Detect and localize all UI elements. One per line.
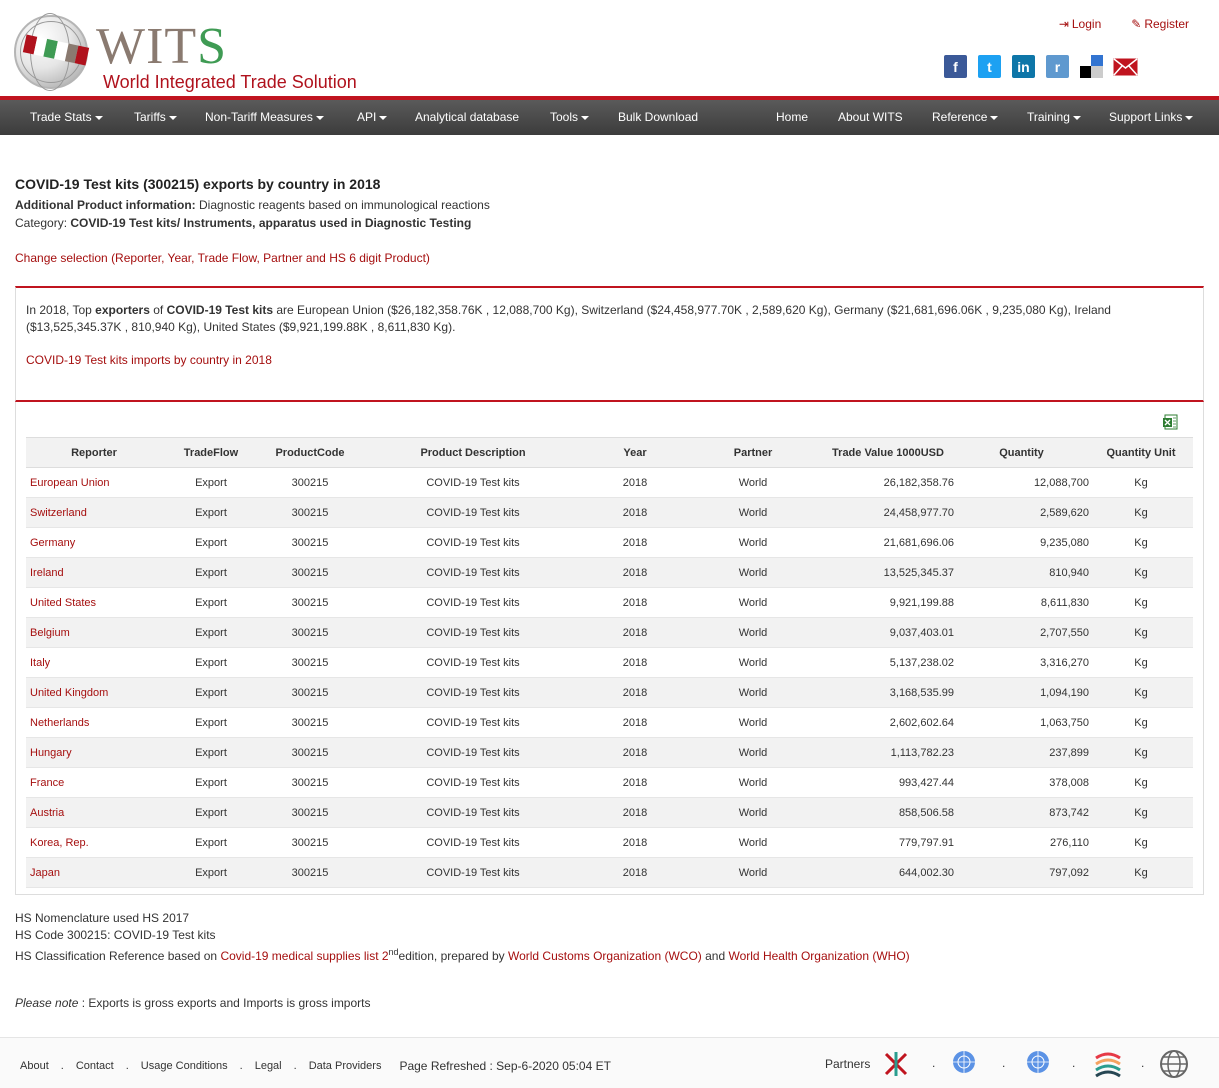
wits-wordmark[interactable]: WITS	[96, 18, 228, 75]
trade-value-cell: 858,506.58	[822, 798, 954, 828]
product-description-cell: COVID-19 Test kits	[360, 738, 586, 768]
product-description-cell: COVID-19 Test kits	[360, 588, 586, 618]
nav-tools[interactable]: Tools	[550, 100, 589, 135]
quantity-unit-cell: Kg	[1089, 708, 1193, 738]
quantity-cell: 3,316,270	[954, 648, 1089, 678]
table-row	[26, 768, 1193, 798]
product-description-cell: COVID-19 Test kits	[360, 798, 586, 828]
year-cell: 2018	[586, 678, 684, 708]
table-row	[26, 828, 1193, 858]
year-cell: 2018	[586, 588, 684, 618]
nav-api[interactable]: API	[357, 100, 387, 135]
caret-down-icon	[95, 116, 103, 120]
reporter-cell[interactable]	[26, 588, 162, 618]
trade-value-cell: 26,182,358.76	[822, 468, 954, 498]
tradeflow-cell: Export	[162, 708, 260, 738]
nav-non-tariff-measures[interactable]: Non-Tariff Measures	[205, 100, 324, 135]
col-reporter[interactable]: Reporter	[26, 438, 162, 468]
productcode-cell: 300215	[260, 708, 360, 738]
tradeflow-cell: Export	[162, 678, 260, 708]
quantity-unit-cell: Kg	[1089, 468, 1193, 498]
login-icon: ⇥	[1058, 17, 1069, 31]
caret-down-icon	[990, 116, 998, 120]
table-row	[26, 678, 1193, 708]
caret-down-icon	[169, 116, 177, 120]
reporter-cell[interactable]	[26, 768, 162, 798]
partner-cell: World	[684, 738, 822, 768]
year-cell: 2018	[586, 858, 684, 888]
reporter-link[interactable]: Netherlands	[30, 716, 90, 729]
wits-tagline: World Integrated Trade Solution	[103, 72, 357, 92]
partner-cell: World	[684, 558, 822, 588]
productcode-cell: 300215	[260, 528, 360, 558]
trade-value-cell: 993,427.44	[822, 768, 954, 798]
table-row	[26, 738, 1193, 768]
footer-links: About . Contact . Usage Conditions . Legal . Data Providers Page Refreshed : Sep-6-2020 05:04 ET	[20, 1059, 611, 1073]
quantity-cell: 1,094,190	[954, 678, 1089, 708]
quantity-unit-cell: Kg	[1089, 558, 1193, 588]
footer-data-providers-link[interactable]: Data Providers	[308, 1060, 382, 1072]
year-cell: 2018	[586, 558, 684, 588]
twitter-icon[interactable]: t	[978, 55, 1001, 78]
reporter-cell[interactable]	[26, 618, 162, 648]
page-refreshed-text: Page Refreshed : Sep-6-2020 05:04 ET	[399, 1059, 611, 1073]
reporter-cell[interactable]	[26, 828, 162, 858]
tradeflow-cell: Export	[162, 498, 260, 528]
table-row	[26, 618, 1193, 648]
productcode-cell: 300215	[260, 768, 360, 798]
reporter-link[interactable]: Italy	[30, 656, 51, 669]
tradeflow-cell: Export	[162, 528, 260, 558]
edit-icon: ✎	[1131, 17, 1142, 31]
col-tradeflow[interactable]: TradeFlow	[162, 438, 260, 468]
productcode-cell: 300215	[260, 798, 360, 828]
excel-export-icon[interactable]	[1162, 414, 1178, 430]
year-cell: 2018	[586, 798, 684, 828]
hs-code-note: HS Code 300215: COVID-19 Test kits	[15, 928, 216, 942]
world-bank-logo-icon[interactable]	[1158, 1048, 1190, 1080]
reporter-cell[interactable]	[26, 678, 162, 708]
year-cell: 2018	[586, 468, 684, 498]
itc-logo-icon[interactable]	[880, 1048, 912, 1080]
year-cell: 2018	[586, 828, 684, 858]
year-cell: 2018	[586, 708, 684, 738]
reporter-cell[interactable]	[26, 558, 162, 588]
reporter-link[interactable]: Switzerland	[30, 506, 87, 519]
facebook-icon[interactable]: f	[944, 55, 967, 78]
nav-home[interactable]: Home	[776, 110, 809, 124]
who-link[interactable]: World Health Organization (WHO)	[728, 949, 910, 963]
productcode-cell: 300215	[260, 648, 360, 678]
trade-value-cell: 644,002.30	[822, 858, 954, 888]
summary-panel	[15, 286, 1204, 402]
email-icon[interactable]	[1114, 55, 1137, 78]
partner-cell: World	[684, 768, 822, 798]
footer-separator: .	[1002, 1056, 1006, 1070]
table-row	[26, 498, 1193, 528]
unsd-logo-icon[interactable]	[1022, 1048, 1054, 1080]
quantity-unit-cell: Kg	[1089, 498, 1193, 528]
exports-table	[26, 437, 1193, 888]
unctad-logo-icon[interactable]	[948, 1048, 980, 1080]
tradeflow-cell: Export	[162, 768, 260, 798]
reporter-link[interactable]: France	[30, 776, 65, 789]
product-description-cell: COVID-19 Test kits	[360, 858, 586, 888]
additional-product-info: Additional Product information: Diagnostic reagents based on immunological reactions	[15, 198, 490, 212]
tradeflow-cell: Export	[162, 738, 260, 768]
trade-value-cell: 13,525,345.37	[822, 558, 954, 588]
caret-down-icon	[379, 116, 387, 120]
col-partner[interactable]: Partner	[684, 438, 822, 468]
tradeflow-cell: Export	[162, 558, 260, 588]
table-row	[26, 528, 1193, 558]
product-category: Category: COVID-19 Test kits/ Instruments, apparatus used in Diagnostic Testing	[15, 216, 472, 230]
account-links	[1059, 17, 1189, 31]
trade-value-cell: 779,797.91	[822, 828, 954, 858]
table-header-row	[26, 438, 1193, 468]
wco-link[interactable]: World Customs Organization (WCO)	[507, 949, 702, 963]
nav-training[interactable]: Training	[1027, 100, 1081, 135]
register-link[interactable]: ✎ Register	[1131, 17, 1189, 31]
partner-cell: World	[684, 588, 822, 618]
reporter-cell[interactable]	[26, 858, 162, 888]
quantity-unit-cell: Kg	[1089, 588, 1193, 618]
nav-bulk-download[interactable]: Bulk Download	[618, 110, 699, 124]
wits-globe-logo[interactable]	[14, 15, 88, 89]
quantity-unit-cell: Kg	[1089, 648, 1193, 678]
table-row	[26, 708, 1193, 738]
caret-down-icon	[1185, 116, 1193, 120]
trade-value-cell: 1,113,782.23	[822, 738, 954, 768]
product-description-cell: COVID-19 Test kits	[360, 678, 586, 708]
wto-logo-icon[interactable]	[1092, 1048, 1124, 1080]
productcode-cell: 300215	[260, 498, 360, 528]
product-description-cell: COVID-19 Test kits	[360, 708, 586, 738]
partner-cell: World	[684, 648, 822, 678]
quantity-cell: 810,940	[954, 558, 1089, 588]
reporter-cell[interactable]	[26, 528, 162, 558]
col-trade-value[interactable]: Trade Value 1000USD	[822, 438, 954, 468]
reporter-link[interactable]: Hungary	[30, 746, 72, 759]
footer-separator: .	[1072, 1056, 1076, 1070]
main-navbar	[0, 96, 1219, 135]
caret-down-icon	[316, 116, 324, 120]
col-quantity-unit[interactable]: Quantity Unit	[1089, 438, 1193, 468]
quantity-cell: 8,611,830	[954, 588, 1089, 618]
trade-value-cell: 9,037,403.01	[822, 618, 954, 648]
reporter-cell[interactable]	[26, 708, 162, 738]
reporter-link[interactable]: Belgium	[30, 626, 70, 639]
tradeflow-cell: Export	[162, 468, 260, 498]
col-year[interactable]: Year	[586, 438, 684, 468]
trade-value-cell: 3,168,535.99	[822, 678, 954, 708]
trade-value-cell: 24,458,977.70	[822, 498, 954, 528]
product-description-cell: COVID-19 Test kits	[360, 828, 586, 858]
reddit-icon[interactable]: r	[1046, 55, 1069, 78]
quantity-unit-cell: Kg	[1089, 828, 1193, 858]
table-row	[26, 858, 1193, 888]
year-cell: 2018	[586, 648, 684, 678]
reporter-cell[interactable]	[26, 738, 162, 768]
login-link[interactable]: ⇥ Login	[1058, 17, 1102, 31]
partner-cell: World	[684, 528, 822, 558]
tradeflow-cell: Export	[162, 618, 260, 648]
footer-legal-link[interactable]: Legal	[254, 1060, 282, 1072]
change-selection-link[interactable]: Change selection (Reporter, Year, Trade Flow, Partner and HS 6 digit Product)	[15, 251, 430, 265]
reporter-link[interactable]: Korea, Rep.	[30, 836, 89, 849]
quantity-unit-cell: Kg	[1089, 738, 1193, 768]
footer-contact-link[interactable]: Contact	[75, 1060, 114, 1072]
page-title: COVID-19 Test kits (300215) exports by country in 2018	[15, 176, 381, 192]
nav-trade-stats[interactable]: Trade Stats	[30, 100, 103, 135]
nav-about-wits[interactable]: About WITS	[838, 110, 903, 124]
quantity-cell: 237,899	[954, 738, 1089, 768]
partner-cell: World	[684, 498, 822, 528]
partner-cell: World	[684, 708, 822, 738]
reporter-link[interactable]: Ireland	[30, 566, 64, 579]
quantity-cell: 1,063,750	[954, 708, 1089, 738]
productcode-cell: 300215	[260, 558, 360, 588]
quantity-unit-cell: Kg	[1089, 528, 1193, 558]
table-row	[26, 588, 1193, 618]
tradeflow-cell: Export	[162, 648, 260, 678]
quantity-unit-cell: Kg	[1089, 798, 1193, 828]
trade-value-cell: 21,681,696.06	[822, 528, 954, 558]
product-description-cell: COVID-19 Test kits	[360, 768, 586, 798]
product-description-cell: COVID-19 Test kits	[360, 558, 586, 588]
year-cell: 2018	[586, 618, 684, 648]
hs-nomenclature-note: HS Nomenclature used HS 2017	[15, 911, 190, 925]
table-row	[26, 558, 1193, 588]
product-description-cell: COVID-19 Test kits	[360, 618, 586, 648]
quantity-cell: 276,110	[954, 828, 1089, 858]
reporter-cell[interactable]	[26, 648, 162, 678]
covid-supplies-list-link[interactable]: Covid-19 medical supplies list 2	[220, 949, 389, 963]
col-productcode[interactable]: ProductCode	[260, 438, 360, 468]
reporter-cell[interactable]	[26, 468, 162, 498]
partner-cell: World	[684, 678, 822, 708]
tradeflow-cell: Export	[162, 828, 260, 858]
site-footer	[0, 1037, 1219, 1088]
reporter-link[interactable]: Japan	[30, 866, 60, 879]
trade-value-cell: 5,137,238.02	[822, 648, 954, 678]
year-cell: 2018	[586, 738, 684, 768]
partner-cell: World	[684, 468, 822, 498]
quantity-cell: 2,707,550	[954, 618, 1089, 648]
partner-cell: World	[684, 828, 822, 858]
col-quantity[interactable]: Quantity	[954, 438, 1089, 468]
table-row	[26, 648, 1193, 678]
quantity-cell: 9,235,080	[954, 528, 1089, 558]
trade-value-cell: 9,921,199.88	[822, 588, 954, 618]
social-share-bar	[944, 55, 1137, 78]
partners-label: Partners	[825, 1057, 871, 1071]
quantity-unit-cell: Kg	[1089, 618, 1193, 648]
quantity-cell: 873,742	[954, 798, 1089, 828]
quantity-unit-cell: Kg	[1089, 858, 1193, 888]
productcode-cell: 300215	[260, 468, 360, 498]
caret-down-icon	[1073, 116, 1081, 120]
quantity-cell: 797,092	[954, 858, 1089, 888]
tradeflow-cell: Export	[162, 858, 260, 888]
reporter-cell[interactable]	[26, 498, 162, 528]
table-row	[26, 468, 1193, 498]
footer-usage-conditions-link[interactable]: Usage Conditions	[140, 1060, 228, 1072]
partner-cell: World	[684, 858, 822, 888]
summary-text: In 2018, Top exporters of COVID-19 Test kits are European Union ($26,182,358.76K , 12,088,700 Kg), Switzerland ($24,458,977.70K , 2,589,620 Kg), Germany ($21,681,696.06K , 9,235,080 Kg), Ireland ($13,525,345.37K , 810,940 Kg), United States ($9,921,199.88K , 8,611,830 Kg).	[26, 303, 1111, 334]
table-scroll-area[interactable]	[26, 437, 1193, 879]
col-product-description[interactable]: Product Description	[360, 438, 586, 468]
hs-notes	[15, 910, 910, 965]
product-description-cell: COVID-19 Test kits	[360, 498, 586, 528]
tradeflow-cell: Export	[162, 588, 260, 618]
productcode-cell: 300215	[260, 738, 360, 768]
reporter-link[interactable]: United States	[30, 596, 97, 609]
quantity-unit-cell: Kg	[1089, 768, 1193, 798]
partner-cell: World	[684, 618, 822, 648]
nav-support-links[interactable]: Support Links	[1109, 100, 1193, 135]
footer-about-link[interactable]: About	[20, 1060, 49, 1072]
imports-by-country-link[interactable]: COVID-19 Test kits imports by country in 2018	[26, 353, 272, 367]
caret-down-icon	[581, 116, 589, 120]
partner-cell: World	[684, 798, 822, 828]
reporter-link[interactable]: Austria	[30, 806, 65, 819]
nav-analytical-database[interactable]: Analytical database	[415, 110, 520, 124]
quantity-cell: 2,589,620	[954, 498, 1089, 528]
footer-separator: .	[1141, 1056, 1145, 1070]
reporter-link[interactable]: Germany	[30, 536, 76, 549]
product-description-cell: COVID-19 Test kits	[360, 468, 586, 498]
data-table-panel	[15, 402, 1204, 895]
site-header	[0, 0, 1219, 96]
quantity-cell: 12,088,700	[954, 468, 1089, 498]
productcode-cell: 300215	[260, 858, 360, 888]
delicious-icon[interactable]	[1080, 55, 1103, 78]
nav-tariffs[interactable]: Tariffs	[134, 100, 177, 135]
linkedin-icon[interactable]: in	[1012, 55, 1035, 78]
product-description-cell: COVID-19 Test kits	[360, 648, 586, 678]
please-note: Please note : Exports is gross exports and Imports is gross imports	[15, 996, 371, 1010]
productcode-cell: 300215	[260, 828, 360, 858]
trade-value-cell: 2,602,602.64	[822, 708, 954, 738]
year-cell: 2018	[586, 498, 684, 528]
quantity-unit-cell: Kg	[1089, 678, 1193, 708]
table-row	[26, 798, 1193, 828]
year-cell: 2018	[586, 768, 684, 798]
productcode-cell: 300215	[260, 618, 360, 648]
quantity-cell: 378,008	[954, 768, 1089, 798]
reporter-cell[interactable]	[26, 798, 162, 828]
reporter-link[interactable]: United Kingdom	[30, 686, 109, 699]
hs-classification-note: HS Classification Reference based on Covid-19 medical supplies list 2ndedition, prepared by World Customs Organization (WCO) and World Health Organization (WHO)	[15, 947, 910, 963]
product-description-cell: COVID-19 Test kits	[360, 528, 586, 558]
year-cell: 2018	[586, 528, 684, 558]
reporter-link[interactable]: European Union	[30, 476, 110, 489]
tradeflow-cell: Export	[162, 798, 260, 828]
nav-reference[interactable]: Reference	[932, 100, 998, 135]
productcode-cell: 300215	[260, 588, 360, 618]
footer-separator: .	[932, 1056, 936, 1070]
productcode-cell: 300215	[260, 678, 360, 708]
